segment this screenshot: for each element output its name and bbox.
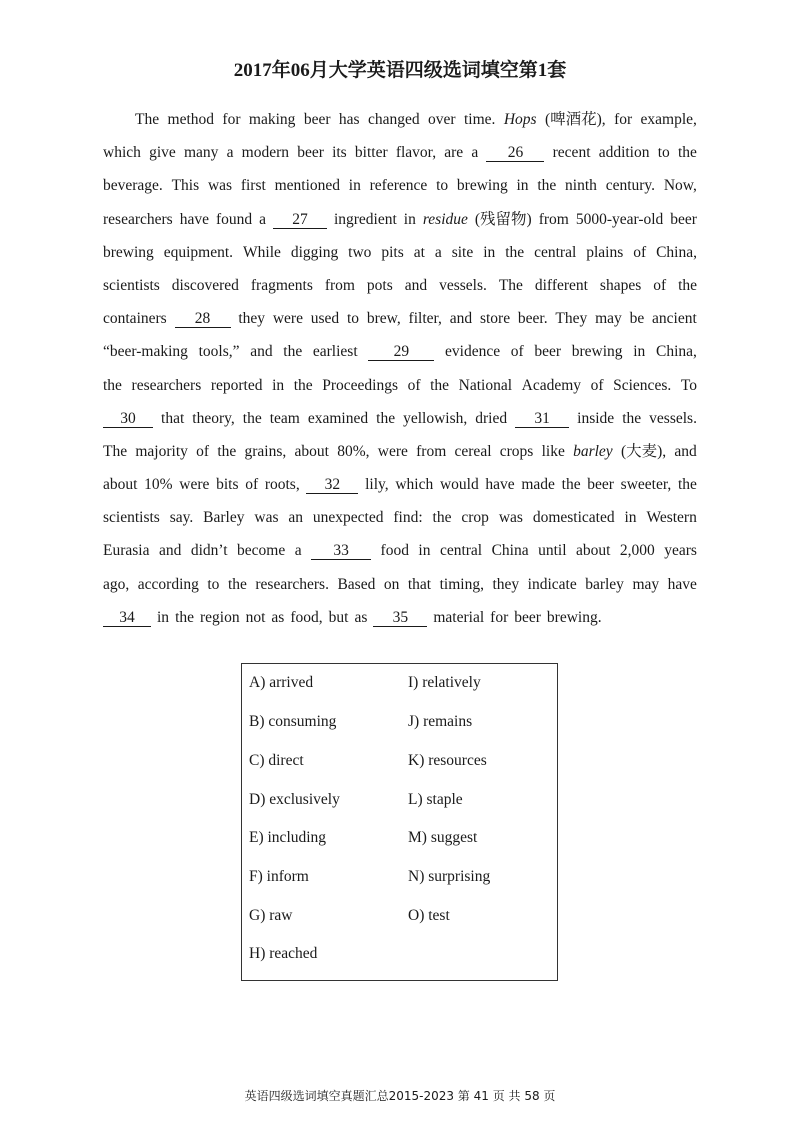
term-residue: residue bbox=[422, 210, 468, 228]
option-e[interactable]: E) including bbox=[249, 829, 327, 846]
passage-line-6: scientists discovered fragments from pots and vessels. The different shapes of the bbox=[103, 276, 697, 294]
blank-35[interactable]: 35 bbox=[373, 609, 427, 627]
page-footer: 英语四级选词填空真题汇总2015-2023 第 41 页 共 58 页 bbox=[244, 1089, 556, 1103]
blank-31[interactable]: 31 bbox=[515, 410, 569, 428]
option-b[interactable]: B) consuming bbox=[249, 713, 337, 730]
word-options-box bbox=[241, 663, 558, 981]
passage-line-11: The majority of the grains, about 80%, were from cereal crops like barley (大麦), and bbox=[103, 435, 697, 468]
passage-line-16: 34 in the region not as food, but as 35 material for beer brewing. bbox=[103, 601, 697, 634]
passage-line-9: the researchers reported in the Proceedings of the National Academy of Sciences. To bbox=[103, 376, 697, 394]
passage-line-12: about 10% were bits of roots, 32 lily, which would have made the beer sweeter, the bbox=[103, 476, 697, 494]
passage-line-3: beverage. This was first mentioned in reference to brewing in the ninth century. Now, bbox=[103, 177, 697, 195]
term-hops: Hops bbox=[503, 111, 537, 128]
passage-line-13: scientists say. Barley was an unexpected find: the crop was domesticated in Western bbox=[103, 509, 697, 527]
passage-line-5: brewing equipment. While digging two pits at a site in the central plains of China, bbox=[103, 243, 697, 261]
option-f[interactable]: F) inform bbox=[249, 868, 309, 885]
option-h[interactable]: H) reached bbox=[249, 945, 318, 962]
passage-line-15: ago, according to the researchers. Based on that timing, they indicate barley may have bbox=[103, 575, 697, 593]
passage-line-1: The method for making beer has changed over time. Hops (啤酒花), for example, bbox=[103, 103, 697, 136]
blank-30[interactable]: 30 bbox=[103, 410, 153, 428]
passage-line-14: Eurasia and didn’t become a 33 food in central China until about 2,000 years bbox=[103, 542, 697, 560]
blank-33[interactable]: 33 bbox=[311, 542, 371, 560]
blank-26[interactable]: 26 bbox=[486, 144, 544, 162]
option-j[interactable]: J) remains bbox=[408, 713, 473, 730]
option-g[interactable]: G) raw bbox=[249, 907, 293, 924]
option-n[interactable]: N) surprising bbox=[408, 868, 491, 885]
blank-34[interactable]: 34 bbox=[103, 609, 151, 627]
passage bbox=[103, 103, 697, 634]
passage-line-10: 30 that theory, the team examined the yellowish, dried 31 inside the vessels. bbox=[103, 402, 697, 435]
blank-27[interactable]: 27 bbox=[273, 211, 327, 229]
blank-29[interactable]: 29 bbox=[368, 343, 434, 361]
option-k[interactable]: K) resources bbox=[408, 752, 487, 769]
page-title: 2017年06月大学英语四级选词填空第1套 bbox=[233, 60, 567, 81]
passage-line-2: which give many a modern beer its bitter flavor, are a 26 recent addition to the bbox=[103, 144, 697, 162]
option-c[interactable]: C) direct bbox=[249, 752, 304, 769]
option-l[interactable]: L) staple bbox=[408, 791, 463, 808]
option-d[interactable]: D) exclusively bbox=[249, 791, 340, 808]
option-a[interactable]: A) arrived bbox=[249, 674, 314, 691]
blank-28[interactable]: 28 bbox=[175, 310, 231, 328]
passage-line-4: researchers have found a 27 ingredient in residue (残留物) from 5000-year-old beer bbox=[103, 203, 697, 236]
blank-32[interactable]: 32 bbox=[306, 476, 358, 494]
option-m[interactable]: M) suggest bbox=[408, 829, 478, 846]
term-barley: barley bbox=[573, 442, 613, 460]
option-i[interactable]: I) relatively bbox=[408, 674, 481, 691]
passage-line-7: containers 28 they were used to brew, filter, and store beer. They may be ancient bbox=[103, 310, 697, 328]
passage-line-8: “beer-making tools,” and the earliest 29 evidence of beer brewing in China, bbox=[103, 343, 697, 361]
option-o[interactable]: O) test bbox=[408, 907, 450, 924]
